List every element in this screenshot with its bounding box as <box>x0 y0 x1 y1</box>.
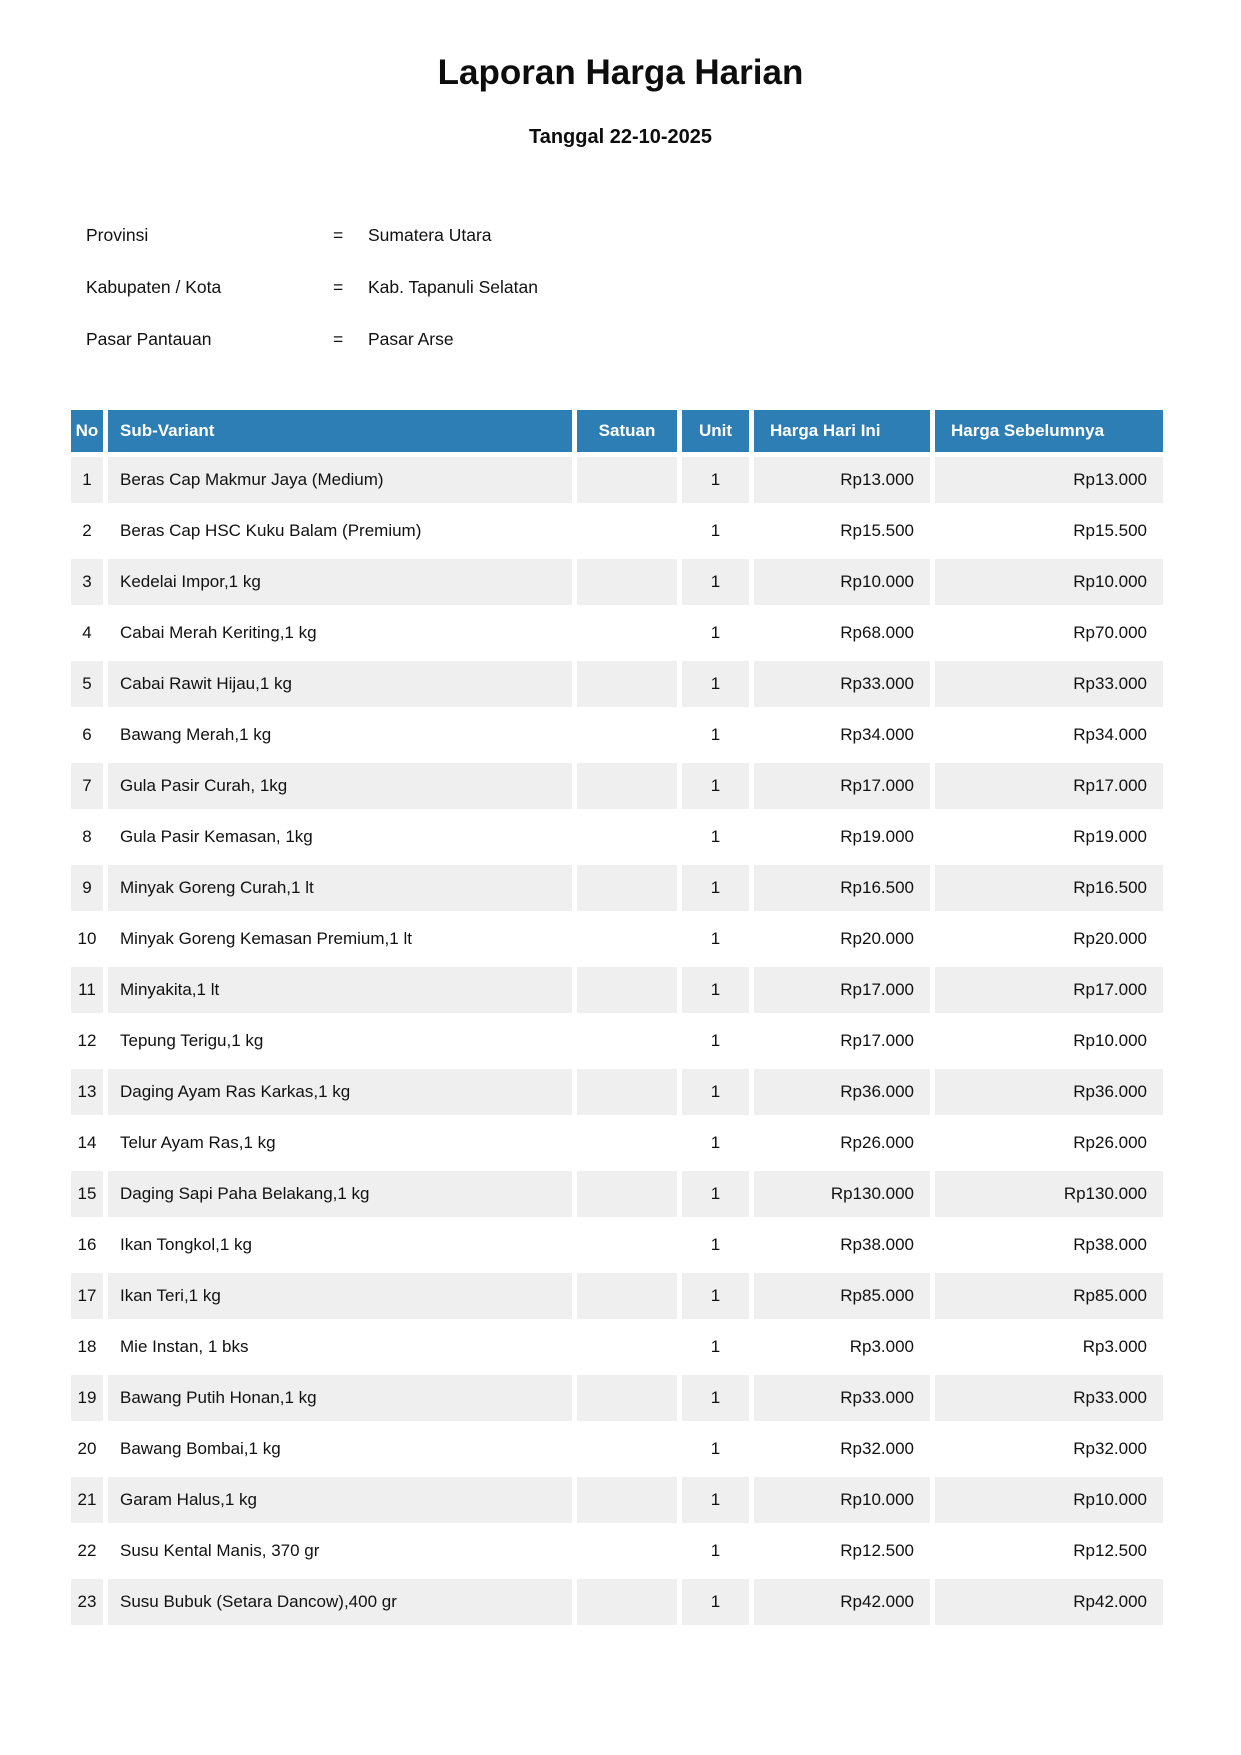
cell-harga-sebelumnya: Rp85.000 <box>935 1273 1163 1319</box>
meta-row-pasar-pantauan <box>86 313 1168 365</box>
cell-no: 22 <box>71 1528 103 1574</box>
cell-sub-variant: Susu Kental Manis, 370 gr <box>108 1528 572 1574</box>
cell-satuan <box>577 559 677 605</box>
cell-sub-variant: Garam Halus,1 kg <box>108 1477 572 1523</box>
table-row <box>71 610 1163 656</box>
cell-harga-hari-ini: Rp26.000 <box>754 1120 930 1166</box>
cell-satuan <box>577 1528 677 1574</box>
cell-no: 21 <box>71 1477 103 1523</box>
cell-harga-sebelumnya: Rp38.000 <box>935 1222 1163 1268</box>
cell-no: 1 <box>71 457 103 503</box>
cell-harga-hari-ini: Rp15.500 <box>754 508 930 554</box>
cell-satuan <box>577 610 677 656</box>
cell-no: 15 <box>71 1171 103 1217</box>
cell-sub-variant: Mie Instan, 1 bks <box>108 1324 572 1370</box>
column-header-no: No <box>71 410 103 452</box>
cell-no: 7 <box>71 763 103 809</box>
cell-harga-sebelumnya: Rp33.000 <box>935 1375 1163 1421</box>
cell-harga-sebelumnya: Rp17.000 <box>935 763 1163 809</box>
cell-no: 18 <box>71 1324 103 1370</box>
cell-unit: 1 <box>682 1528 749 1574</box>
cell-harga-hari-ini: Rp42.000 <box>754 1579 930 1625</box>
cell-satuan <box>577 712 677 758</box>
column-header-harga-hari-ini: Harga Hari Ini <box>754 410 930 452</box>
cell-no: 19 <box>71 1375 103 1421</box>
cell-satuan <box>577 1222 677 1268</box>
cell-sub-variant: Cabai Merah Keriting,1 kg <box>108 610 572 656</box>
cell-harga-hari-ini: Rp33.000 <box>754 1375 930 1421</box>
cell-satuan <box>577 1426 677 1472</box>
column-header-harga-sebelumnya: Harga Sebelumnya <box>935 410 1163 452</box>
cell-no: 6 <box>71 712 103 758</box>
cell-harga-sebelumnya: Rp33.000 <box>935 661 1163 707</box>
cell-satuan <box>577 1273 677 1319</box>
report-date: Tanggal 22-10-2025 <box>528 126 713 148</box>
cell-unit: 1 <box>682 916 749 962</box>
table-row <box>71 559 1163 605</box>
cell-no: 13 <box>71 1069 103 1115</box>
cell-unit: 1 <box>682 661 749 707</box>
cell-harga-sebelumnya: Rp130.000 <box>935 1171 1163 1217</box>
page-title: Laporan Harga Harian <box>437 53 804 92</box>
table-row <box>71 661 1163 707</box>
report-meta <box>86 209 1168 365</box>
cell-harga-hari-ini: Rp68.000 <box>754 610 930 656</box>
cell-no: 16 <box>71 1222 103 1268</box>
cell-unit: 1 <box>682 1120 749 1166</box>
cell-no: 12 <box>71 1018 103 1064</box>
table-row <box>71 1324 1163 1370</box>
price-table <box>66 405 1168 1630</box>
table-row <box>71 1069 1163 1115</box>
cell-satuan <box>577 865 677 911</box>
cell-unit: 1 <box>682 814 749 860</box>
table-row <box>71 967 1163 1013</box>
table-row <box>71 1120 1163 1166</box>
cell-sub-variant: Gula Pasir Kemasan, 1kg <box>108 814 572 860</box>
cell-unit: 1 <box>682 457 749 503</box>
cell-harga-hari-ini: Rp10.000 <box>754 1477 930 1523</box>
cell-harga-sebelumnya: Rp15.500 <box>935 508 1163 554</box>
meta-value: Sumatera Utara <box>368 224 492 245</box>
cell-sub-variant: Tepung Terigu,1 kg <box>108 1018 572 1064</box>
cell-sub-variant: Bawang Bombai,1 kg <box>108 1426 572 1472</box>
cell-harga-hari-ini: Rp38.000 <box>754 1222 930 1268</box>
cell-sub-variant: Ikan Tongkol,1 kg <box>108 1222 572 1268</box>
table-row <box>71 508 1163 554</box>
cell-no: 9 <box>71 865 103 911</box>
cell-unit: 1 <box>682 1069 749 1115</box>
meta-value: Kab. Tapanuli Selatan <box>368 276 538 297</box>
cell-unit: 1 <box>682 1579 749 1625</box>
meta-separator: = <box>333 224 344 245</box>
cell-sub-variant: Daging Sapi Paha Belakang,1 kg <box>108 1171 572 1217</box>
cell-unit: 1 <box>682 1171 749 1217</box>
column-header-satuan: Satuan <box>577 410 677 452</box>
cell-unit: 1 <box>682 1324 749 1370</box>
cell-satuan <box>577 763 677 809</box>
cell-harga-sebelumnya: Rp17.000 <box>935 967 1163 1013</box>
meta-row-provinsi <box>86 209 1168 261</box>
cell-satuan <box>577 814 677 860</box>
cell-no: 10 <box>71 916 103 962</box>
cell-unit: 1 <box>682 1426 749 1472</box>
cell-satuan <box>577 1375 677 1421</box>
table-row <box>71 1171 1163 1217</box>
cell-sub-variant: Beras Cap Makmur Jaya (Medium) <box>108 457 572 503</box>
cell-harga-hari-ini: Rp36.000 <box>754 1069 930 1115</box>
cell-no: 8 <box>71 814 103 860</box>
cell-harga-hari-ini: Rp17.000 <box>754 763 930 809</box>
cell-satuan <box>577 1018 677 1064</box>
cell-unit: 1 <box>682 1222 749 1268</box>
cell-harga-sebelumnya: Rp3.000 <box>935 1324 1163 1370</box>
cell-harga-hari-ini: Rp12.500 <box>754 1528 930 1574</box>
cell-harga-sebelumnya: Rp16.500 <box>935 865 1163 911</box>
table-row <box>71 1222 1163 1268</box>
table-row <box>71 457 1163 503</box>
table-row <box>71 916 1163 962</box>
cell-harga-sebelumnya: Rp10.000 <box>935 1477 1163 1523</box>
cell-sub-variant: Minyakita,1 lt <box>108 967 572 1013</box>
cell-satuan <box>577 508 677 554</box>
cell-harga-hari-ini: Rp130.000 <box>754 1171 930 1217</box>
meta-row-kabupaten-kota <box>86 261 1168 313</box>
table-row <box>71 1477 1163 1523</box>
cell-harga-sebelumnya: Rp10.000 <box>935 559 1163 605</box>
cell-satuan <box>577 967 677 1013</box>
table-header-row <box>71 410 1163 452</box>
cell-no: 23 <box>71 1579 103 1625</box>
cell-sub-variant: Daging Ayam Ras Karkas,1 kg <box>108 1069 572 1115</box>
cell-harga-hari-ini: Rp16.500 <box>754 865 930 911</box>
cell-satuan <box>577 1324 677 1370</box>
cell-harga-sebelumnya: Rp19.000 <box>935 814 1163 860</box>
cell-sub-variant: Gula Pasir Curah, 1kg <box>108 763 572 809</box>
cell-satuan <box>577 457 677 503</box>
cell-no: 11 <box>71 967 103 1013</box>
meta-separator: = <box>333 328 344 349</box>
cell-harga-sebelumnya: Rp70.000 <box>935 610 1163 656</box>
cell-harga-sebelumnya: Rp12.500 <box>935 1528 1163 1574</box>
cell-harga-hari-ini: Rp10.000 <box>754 559 930 605</box>
cell-no: 4 <box>71 610 103 656</box>
cell-satuan <box>577 1171 677 1217</box>
cell-satuan <box>577 916 677 962</box>
cell-harga-sebelumnya: Rp10.000 <box>935 1018 1163 1064</box>
cell-harga-hari-ini: Rp20.000 <box>754 916 930 962</box>
cell-satuan <box>577 1579 677 1625</box>
cell-unit: 1 <box>682 712 749 758</box>
cell-unit: 1 <box>682 559 749 605</box>
cell-unit: 1 <box>682 1375 749 1421</box>
table-row <box>71 1528 1163 1574</box>
cell-sub-variant: Susu Bubuk (Setara Dancow),400 gr <box>108 1579 572 1625</box>
cell-sub-variant: Cabai Rawit Hijau,1 kg <box>108 661 572 707</box>
cell-harga-hari-ini: Rp34.000 <box>754 712 930 758</box>
cell-satuan <box>577 1120 677 1166</box>
cell-harga-sebelumnya: Rp26.000 <box>935 1120 1163 1166</box>
cell-sub-variant: Telur Ayam Ras,1 kg <box>108 1120 572 1166</box>
cell-satuan <box>577 661 677 707</box>
cell-sub-variant: Ikan Teri,1 kg <box>108 1273 572 1319</box>
cell-no: 2 <box>71 508 103 554</box>
table-row <box>71 712 1163 758</box>
meta-label: Provinsi <box>86 224 149 245</box>
cell-no: 20 <box>71 1426 103 1472</box>
table-row <box>71 763 1163 809</box>
cell-sub-variant: Kedelai Impor,1 kg <box>108 559 572 605</box>
cell-no: 5 <box>71 661 103 707</box>
cell-sub-variant: Minyak Goreng Curah,1 lt <box>108 865 572 911</box>
cell-harga-sebelumnya: Rp13.000 <box>935 457 1163 503</box>
table-row <box>71 1375 1163 1421</box>
cell-harga-sebelumnya: Rp32.000 <box>935 1426 1163 1472</box>
cell-satuan <box>577 1069 677 1115</box>
cell-sub-variant: Minyak Goreng Kemasan Premium,1 lt <box>108 916 572 962</box>
cell-harga-hari-ini: Rp19.000 <box>754 814 930 860</box>
cell-unit: 1 <box>682 763 749 809</box>
cell-harga-hari-ini: Rp33.000 <box>754 661 930 707</box>
cell-sub-variant: Bawang Putih Honan,1 kg <box>108 1375 572 1421</box>
cell-harga-hari-ini: Rp32.000 <box>754 1426 930 1472</box>
cell-sub-variant: Beras Cap HSC Kuku Balam (Premium) <box>108 508 572 554</box>
cell-unit: 1 <box>682 610 749 656</box>
cell-harga-hari-ini: Rp3.000 <box>754 1324 930 1370</box>
meta-value: Pasar Arse <box>368 328 454 349</box>
cell-unit: 1 <box>682 508 749 554</box>
table-row <box>71 1018 1163 1064</box>
column-header-unit: Unit <box>682 410 749 452</box>
cell-harga-hari-ini: Rp17.000 <box>754 1018 930 1064</box>
meta-separator: = <box>333 276 344 297</box>
cell-unit: 1 <box>682 1273 749 1319</box>
cell-sub-variant: Bawang Merah,1 kg <box>108 712 572 758</box>
cell-harga-hari-ini: Rp17.000 <box>754 967 930 1013</box>
meta-label: Pasar Pantauan <box>86 328 212 349</box>
table-row <box>71 1579 1163 1625</box>
table-header <box>71 410 1163 452</box>
cell-harga-hari-ini: Rp85.000 <box>754 1273 930 1319</box>
cell-harga-sebelumnya: Rp36.000 <box>935 1069 1163 1115</box>
cell-unit: 1 <box>682 1018 749 1064</box>
column-header-sub-variant: Sub-Variant <box>108 410 572 452</box>
table-row <box>71 1273 1163 1319</box>
table-body <box>71 457 1163 1625</box>
meta-label: Kabupaten / Kota <box>86 276 222 297</box>
table-row <box>71 1426 1163 1472</box>
cell-harga-sebelumnya: Rp20.000 <box>935 916 1163 962</box>
cell-no: 14 <box>71 1120 103 1166</box>
cell-satuan <box>577 1477 677 1523</box>
cell-no: 17 <box>71 1273 103 1319</box>
table-row <box>71 814 1163 860</box>
cell-harga-sebelumnya: Rp42.000 <box>935 1579 1163 1625</box>
cell-unit: 1 <box>682 1477 749 1523</box>
cell-unit: 1 <box>682 967 749 1013</box>
cell-unit: 1 <box>682 865 749 911</box>
cell-harga-hari-ini: Rp13.000 <box>754 457 930 503</box>
cell-harga-sebelumnya: Rp34.000 <box>935 712 1163 758</box>
table-row <box>71 865 1163 911</box>
cell-no: 3 <box>71 559 103 605</box>
